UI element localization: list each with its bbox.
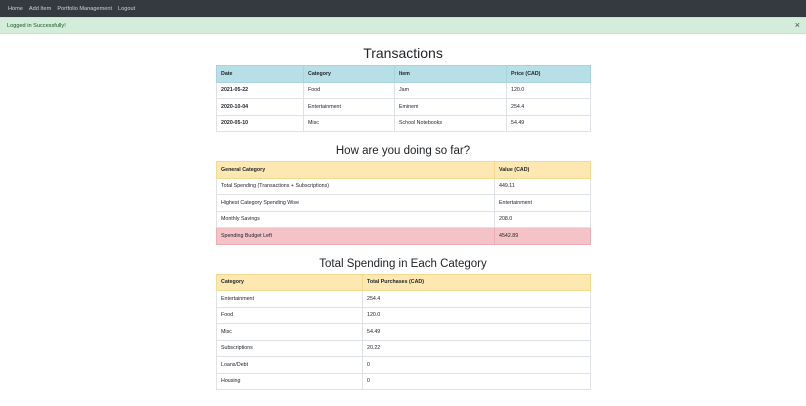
total-cell: 254.4: [363, 291, 591, 308]
table-row: [217, 357, 591, 374]
top-navbar: [0, 0, 806, 17]
general-category-cell: Highest Category Spending Wise: [217, 195, 495, 212]
close-icon[interactable]: ×: [794, 20, 800, 30]
category-cell: Entertainment: [217, 291, 363, 308]
category-cell: Misc: [217, 324, 363, 341]
date-cell: 2020-10-04: [217, 99, 304, 116]
date-cell: 2021-05-22: [217, 82, 304, 99]
column-header: General Category: [217, 162, 495, 179]
item-cell: Eminem: [395, 99, 507, 116]
summary-section: [216, 142, 590, 245]
total-cell: 0: [363, 373, 591, 390]
nav-link-logout[interactable]: Logout: [118, 5, 136, 12]
table-row: [217, 195, 591, 212]
general-category-cell: Total Spending (Transactions + Subscriptions): [217, 178, 495, 195]
total-cell: 20.22: [363, 340, 591, 357]
nav-link-add-item[interactable]: Add Item: [28, 5, 52, 12]
table-row: [217, 99, 591, 116]
table-row: [217, 291, 591, 308]
value-cell: 4542.89: [495, 228, 591, 245]
item-cell: School Notebooks: [395, 115, 507, 132]
category-cell: Loans/Debt: [217, 357, 363, 374]
column-header: Price (CAD): [507, 66, 591, 83]
category-totals-table: [216, 274, 591, 391]
table-row: [217, 340, 591, 357]
category-totals-section: [216, 255, 590, 391]
alert-message: Logged in Successfully!: [7, 22, 66, 29]
transactions-table: [216, 65, 591, 132]
price-cell: 54.49: [507, 115, 591, 132]
total-cell: 120.0: [363, 307, 591, 324]
category-cell: Housing: [217, 373, 363, 390]
table-row: [217, 178, 591, 195]
category-totals-title: Total Spending in Each Category: [319, 257, 487, 270]
table-row: [217, 324, 591, 341]
category-cell: Subscriptions: [217, 340, 363, 357]
summary-table: [216, 161, 591, 245]
general-category-cell: Spending Budget Left: [217, 228, 495, 245]
total-cell: 54.49: [363, 324, 591, 341]
table-header-row: [217, 162, 591, 179]
nav-link-portfolio-management[interactable]: Portfolio Management: [57, 5, 113, 12]
general-category-cell: Monthly Savings: [217, 211, 495, 228]
summary-title: How are you doing so far?: [335, 145, 471, 157]
column-header: Date: [217, 66, 304, 83]
table-row: [217, 211, 591, 228]
date-cell: 2020-05-10: [217, 115, 304, 132]
budget-left-row: [217, 228, 591, 245]
table-header-row: [217, 66, 591, 83]
category-cell: Entertainment: [304, 99, 395, 116]
table-row: [217, 82, 591, 99]
category-cell: Food: [217, 307, 363, 324]
value-cell: 449.11: [495, 178, 591, 195]
item-cell: Jam: [395, 82, 507, 99]
transactions-title: Transactions: [363, 45, 443, 61]
table-header-row: [217, 274, 591, 291]
column-header: Item: [395, 66, 507, 83]
price-cell: 120.0: [507, 82, 591, 99]
transactions-section: [216, 41, 590, 132]
column-header: Category: [217, 274, 363, 291]
category-cell: Misc: [304, 115, 395, 132]
column-header: Category: [304, 66, 395, 83]
column-header: Total Purchases (CAD): [363, 274, 591, 291]
table-row: [217, 115, 591, 132]
table-row: [217, 307, 591, 324]
value-cell: 208.0: [495, 211, 591, 228]
total-cell: 0: [363, 357, 591, 374]
value-cell: Entertainment: [495, 195, 591, 212]
price-cell: 254.4: [507, 99, 591, 116]
success-alert: [0, 17, 806, 34]
nav-link-home[interactable]: Home: [8, 5, 23, 12]
table-row: [217, 373, 591, 390]
column-header: Value (CAD): [495, 162, 591, 179]
category-cell: Food: [304, 82, 395, 99]
